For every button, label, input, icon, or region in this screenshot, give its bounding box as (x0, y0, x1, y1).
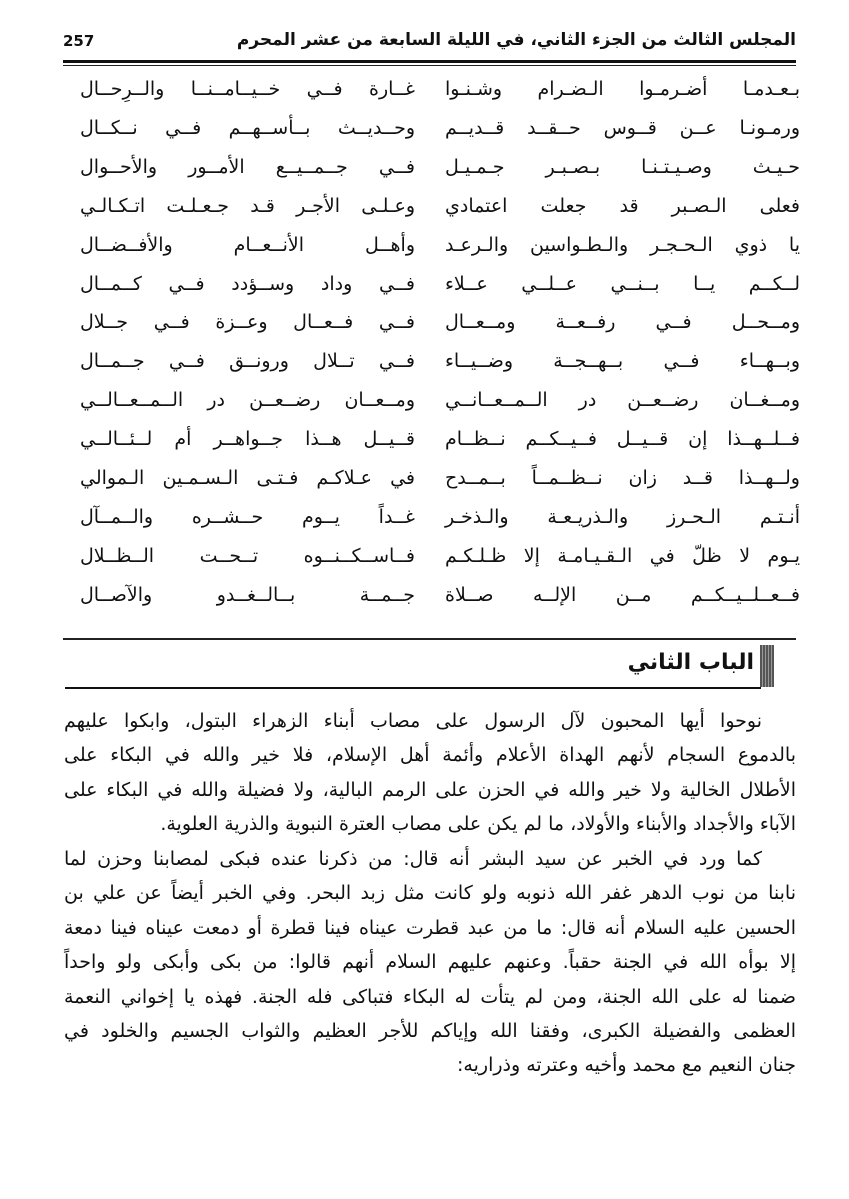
hemistich-right: ولــهــذا قــد زان نــظــمــاً بــمــدح (445, 467, 800, 489)
hemistich-right: ومــحــل فــي رفــعــة ومــعــال (445, 311, 800, 334)
section-marker-bar (760, 645, 774, 687)
poem-verse (80, 389, 800, 428)
paragraph-line: الحسين عليه السلام أنه قال: ما من عبد قطرت عيناه فينا قطرة أو دمعت عيناه فينا دمعة (64, 916, 796, 939)
hemistich-left: فــاســكــنــوه تــحــت الــظــلال (80, 544, 415, 567)
running-header (63, 28, 796, 58)
paragraph-line: جنان النعيم مع محمد وأخيه وعترته وذراريه: (457, 1054, 796, 1077)
paragraph-1 (64, 704, 796, 842)
paragraph-line: إلا بوأه الله في الجنة حقباً. وعنهم عليهم السلام أنهم قالوا: من بكى وأبكى ولو واحداً (64, 951, 796, 974)
poem-verse (80, 117, 800, 156)
poem-verse (80, 467, 800, 506)
paragraph-line: نوحوا أيها المحبون لآل الرسول على مصاب أبناء الزهراء البتول، وابكوا عليهم (64, 710, 762, 732)
hemistich-left: فــي فــعــال وعــزة فــي جــلال (80, 311, 415, 334)
hemistich-left: فــي جــمــيــع الأمــور والأحــوال (80, 155, 415, 178)
paragraph-line: ضمنا له على الله الجنة، ومن لم يتأت له البكاء فتباكى فله الجنة. فهذه يا إخواني النعمة (64, 985, 796, 1008)
hemistich-right: حـيـث وصـيـتـنـا بـصـبـر جـمـيـل (445, 155, 800, 178)
hemistich-left: غــداً يــوم حــشــره والــمــآل (80, 505, 415, 528)
hemistich-left: غــارة فــي خــيــامــنــا والــرِحــال (80, 78, 415, 100)
paragraph-line: كما ورد في الخبر عن سيد البشر أنه قال: من ذكرنا عنده فبكى لمصابنا وحزن لما (64, 848, 762, 870)
hemistich-right: فــعــلــيــكــم مــن الإلــه صــلاة (445, 583, 800, 606)
hemistich-left: وحــديــث بــأســهــم فــي نــكــال (80, 116, 415, 139)
paragraph-line: بالدموع السجام لأنهم الهداة الأعلام وأئمة أهل الإسلام، فلا خير والله في البكاء على (64, 744, 796, 767)
header-rule (63, 60, 796, 63)
poem-verse (80, 506, 800, 545)
hemistich-left: وعـلـى الأجـر قـد جـعـلـت اتـكـالـي (80, 194, 415, 217)
paragraph-line: العظمى والفضيلة الكبرى، وفقنا الله وإياكم للأجر العظيم والثواب الجسيم والخلود في (64, 1019, 796, 1042)
hemistich-left: في عـلاكـم فـتـى الـسـمـين الـموالي (80, 467, 415, 489)
poem-verse (80, 311, 800, 350)
page-number: 257 (63, 32, 95, 50)
poem-verse (80, 78, 800, 117)
hemistich-left: وأهــل الأنــعــام والأفــضــال (80, 233, 415, 256)
hemistich-left: فــي وداد وســؤدد فــي كــمــال (80, 272, 415, 295)
poem-verse (80, 156, 800, 195)
hemistich-left: ومــعــان رضــعــن در الــمــعــالــي (80, 389, 415, 412)
header-title: المجلس الثالث من الجزء الثاني، في الليلة السابعة من عشر المحرم (236, 30, 796, 50)
section-heading-rule (65, 687, 761, 689)
hemistich-right: أنـتـم الـحـرز والـذريـعـة والـذخـر (445, 505, 800, 528)
hemistich-right: فــلــهــذا إن قــيــل فــيــكــم نــظــام (445, 428, 800, 451)
hemistich-left: جــمــة بــالــغــدو والآصــال (80, 583, 415, 606)
paragraph-line: نابنا من نوب الدهر غفر الله ذنوبه ولو كانت مثل زبد البحر. وفي الخبر أيضاً عن علي بن (64, 882, 796, 905)
poem-verse (80, 273, 800, 312)
poem-verse (80, 234, 800, 273)
hemistich-left: قــيــل هــذا جــواهــر أم لــئــالــي (80, 428, 415, 451)
hemistich-right: يـوم لا ظلّ في الـقـيـامـة إلا ظـلـكـم (445, 544, 800, 567)
poem-verse (80, 545, 800, 584)
hemistich-right: بـعـدمـا أضـرمـوا الـضـرام وشـنـوا (445, 78, 800, 100)
hemistich-right: لــكــم يــا بــنــي عــلــي عــلاء (445, 272, 800, 295)
hemistich-right: ورمـونـا عــن قــوس حــقــد قــديــم (445, 116, 800, 139)
poem-verse (80, 428, 800, 467)
header-rule-thin (63, 65, 796, 66)
hemistich-right: يا ذوي الـحـجـر والـطـواسين والـرعـد (445, 233, 800, 256)
poem-end-rule (63, 638, 796, 640)
hemistich-right: وبــهــاء فــي بــهــجــة وضــيــاء (445, 350, 800, 373)
poem-verse (80, 584, 800, 623)
paragraph-line: الأطلال الخالية ولا خير والله في الحزن على الرمم البالية، ولا فضيلة والله في البكاء على (64, 778, 796, 801)
poem-verse (80, 195, 800, 234)
hemistich-left: فــي تــلال ورونــق فــي جــمــال (80, 350, 415, 373)
poem-verse (80, 350, 800, 389)
section-heading: الباب الثاني (627, 650, 754, 675)
paragraph-2 (64, 842, 796, 1083)
paragraph-line: الآباء والأجداد والأبناء والأولاد، ما لم يكن على مصاب العترة النبوية والذرية العلوية. (160, 813, 796, 836)
hemistich-right: ومــغــان رضــعــن در الــمــعــانــي (445, 389, 800, 412)
hemistich-right: فعلى الـصـبر قد جعلت اعتمادي (445, 194, 800, 217)
